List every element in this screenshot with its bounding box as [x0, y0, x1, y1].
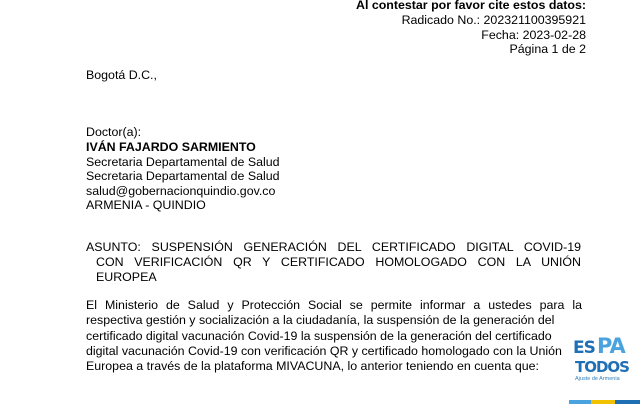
- recipient-position: Secretaria Departamental de Salud: [86, 155, 280, 169]
- recipient-city: ARMENIA - QUINDIO: [86, 198, 206, 212]
- body-line-1: El Ministerio de Salud y Protección Social se permite informar a ustedes para la: [86, 298, 582, 312]
- salutation-title: Doctor(a):: [86, 125, 142, 139]
- espatodos-logo: [569, 330, 640, 411]
- recipient-email: salud@gobernacionquindio.gov.co: [86, 184, 276, 198]
- logo-word-es: ES: [573, 338, 595, 358]
- body-line-4: digital vacunación Covid-19 con verificación QR y certificado homologado con la Unión: [86, 344, 562, 358]
- logo-stripe-blue: [615, 400, 640, 404]
- recipient-office: Secretaria Departamental de Salud: [86, 169, 280, 183]
- subject-line-3: EUROPEA: [96, 270, 157, 284]
- subject-line-1: ASUNTO: SUSPENSIÓN GENERACIÓN DEL CERTIFICADO DIGITAL COVID-19: [86, 240, 581, 254]
- recipient-name: IVÁN FAJARDO SARMIENTO: [86, 140, 256, 154]
- logo-stripe-yellow: [591, 400, 615, 404]
- logo-word-todos: TODOS: [575, 358, 629, 376]
- body-line-2: respectiva gestión y socialización a la ciudadanía, la suspensión de la generación del: [86, 313, 555, 327]
- body-line-5: Europea a través de la plataforma MIVACUNA, lo anterior teniendo en cuenta que:: [86, 359, 539, 373]
- subject-line-2: CON VERIFICACIÓN QR Y CERTIFICADO HOMOLOGADO CON LA UNIÓN: [96, 255, 581, 269]
- logo-tagline: Ajuste de Armenia: [575, 376, 620, 382]
- cite-prompt: Al contestar por favor cite estos datos:: [356, 0, 586, 12]
- logo-stripe-light-blue: [569, 400, 591, 404]
- logo-word-pa: PA: [597, 334, 625, 358]
- body-line-3: certificado digital vacunación Covid-19 la suspensión de la generación del certificado: [86, 329, 552, 343]
- place-date-line: Bogotá D.C.,: [86, 68, 157, 82]
- radicado-number: Radicado No.: 202321100395921: [401, 13, 586, 27]
- page-number: Página 1 de 2: [509, 42, 586, 56]
- document-date: Fecha: 2023-02-28: [481, 28, 586, 42]
